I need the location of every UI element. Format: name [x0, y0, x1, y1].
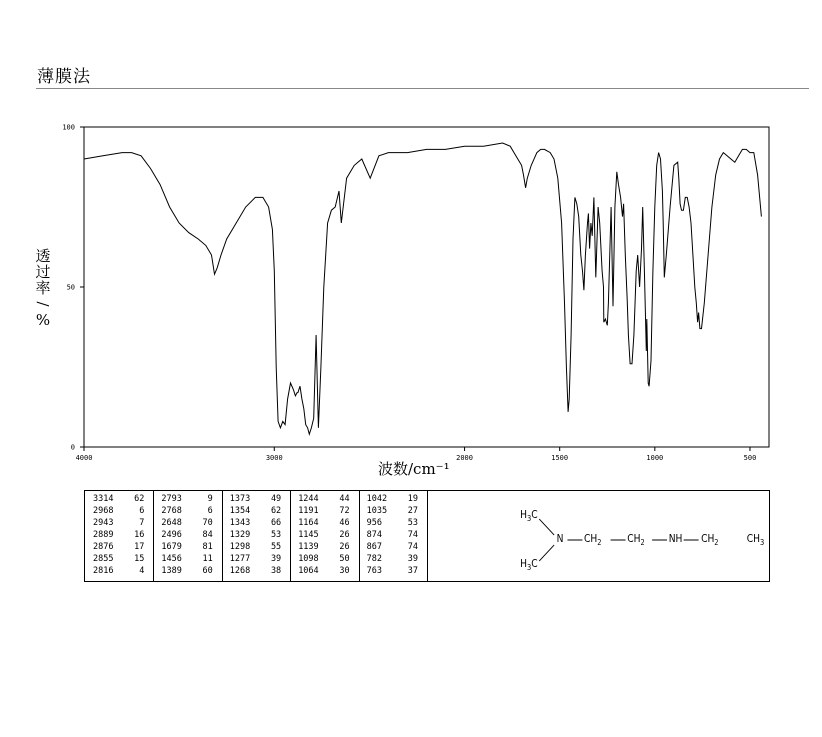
peak-row	[85, 506, 153, 517]
peak-wavenumber: 2876	[93, 542, 114, 552]
peak-wavenumber: 1042	[366, 494, 388, 504]
peak-transmittance: 44	[339, 494, 350, 504]
peak-row	[359, 542, 427, 553]
plot-frame	[84, 127, 769, 447]
peak-wavenumber: 1139	[298, 542, 319, 552]
peak-wavenumber: 3314	[93, 494, 114, 504]
y-tick-label: 0	[70, 443, 75, 452]
peak-row	[222, 494, 290, 505]
peak-row	[153, 494, 221, 505]
y-label-char: 过	[35, 263, 51, 281]
peak-row	[85, 542, 153, 553]
peak-transmittance: 38	[270, 566, 282, 576]
peak-transmittance: 62	[270, 506, 282, 516]
peak-transmittance: 19	[407, 494, 418, 504]
y-axis-label	[33, 248, 53, 328]
peak-row	[85, 494, 153, 505]
peak-transmittance: 17	[134, 542, 145, 552]
y-label-char: 率	[35, 279, 51, 297]
peak-wavenumber: 2943	[93, 518, 114, 528]
peak-wavenumber: 1298	[229, 542, 251, 552]
peak-wavenumber: 763	[366, 566, 382, 576]
peak-table	[84, 490, 770, 582]
peak-row	[290, 530, 358, 541]
peak-row	[153, 566, 221, 577]
peak-wavenumber: 874	[366, 530, 382, 540]
peak-row	[85, 566, 153, 577]
peak-row	[85, 554, 153, 565]
peak-row	[222, 554, 290, 565]
peak-wavenumber: 1191	[298, 506, 319, 516]
methyl-bottom-label: $H_3C$	[520, 557, 538, 573]
peak-transmittance: 9	[207, 494, 213, 504]
peak-wavenumber: 956	[366, 518, 382, 528]
peak-wavenumber: 2793	[161, 494, 182, 504]
peak-row	[153, 542, 221, 553]
peak-column	[222, 491, 291, 581]
peak-wavenumber: 1456	[161, 554, 182, 564]
peak-wavenumber: 2648	[161, 518, 182, 528]
peak-wavenumber: 1268	[229, 566, 251, 576]
y-label-char: 透	[35, 247, 51, 265]
x-tick-label: 500	[743, 454, 757, 462]
structure-bonds	[511, 491, 725, 581]
peak-column	[290, 491, 359, 581]
peak-wavenumber: 1373	[229, 494, 251, 504]
peak-wavenumber: 2968	[93, 506, 114, 516]
x-tick-label: 4000	[75, 454, 93, 462]
peak-row	[153, 506, 221, 517]
peak-wavenumber: 1164	[298, 518, 319, 528]
peak-transmittance: 74	[407, 542, 418, 552]
peak-transmittance: 37	[407, 566, 418, 576]
ch2-label-3: $CH_2$	[701, 532, 719, 548]
y-axis-ticks	[62, 124, 84, 452]
peak-wavenumber: 1244	[298, 494, 319, 504]
peak-row	[290, 554, 358, 565]
peak-column	[153, 491, 222, 581]
y-label-char: %	[35, 311, 51, 329]
peak-transmittance: 27	[407, 506, 418, 516]
peak-wavenumber: 1389	[161, 566, 182, 576]
peak-transmittance: 55	[270, 542, 282, 552]
peak-wavenumber: 2816	[93, 566, 114, 576]
peak-wavenumber: 867	[366, 542, 382, 552]
peak-row	[222, 506, 290, 517]
peak-row	[85, 518, 153, 529]
peak-wavenumber: 1354	[229, 506, 251, 516]
peak-transmittance: 70	[202, 518, 213, 528]
peak-row	[222, 542, 290, 553]
peak-wavenumber: 1679	[161, 542, 182, 552]
peak-row	[359, 554, 427, 565]
peak-transmittance: 81	[202, 542, 213, 552]
y-tick-label: 100	[62, 123, 75, 132]
peak-column	[359, 491, 428, 581]
x-tick-label: 3000	[265, 454, 283, 462]
peak-row	[153, 530, 221, 541]
peak-transmittance: 15	[134, 554, 145, 564]
peak-wavenumber: 2768	[161, 506, 182, 516]
peak-row	[290, 542, 358, 553]
x-tick-label: 1500	[551, 454, 569, 462]
peak-transmittance: 49	[270, 494, 282, 504]
peak-transmittance: 46	[339, 518, 350, 528]
peak-wavenumber: 2855	[93, 554, 114, 564]
peak-row	[153, 518, 221, 529]
x-tick-label: 2000	[456, 454, 473, 462]
peak-wavenumber: 2496	[161, 530, 182, 540]
peak-transmittance: 50	[339, 554, 350, 564]
peak-row	[222, 566, 290, 577]
peak-row	[290, 494, 358, 505]
peak-transmittance: 62	[134, 494, 145, 504]
peak-transmittance: 26	[339, 542, 350, 552]
peak-transmittance: 7	[139, 518, 145, 528]
peak-row	[359, 506, 427, 517]
peak-row	[290, 518, 358, 529]
peak-wavenumber: 1277	[229, 554, 251, 564]
peak-transmittance: 30	[339, 566, 350, 576]
peak-row	[290, 506, 358, 517]
nh-label: NH	[668, 532, 683, 545]
peak-row	[290, 566, 358, 577]
peak-transmittance: 53	[270, 530, 282, 540]
ch2-label-2: $CH_2$	[627, 532, 645, 548]
peak-transmittance: 66	[270, 518, 282, 528]
y-label-char: /	[34, 301, 52, 307]
peak-row	[222, 530, 290, 541]
peak-row	[85, 530, 153, 541]
peak-column	[85, 491, 154, 581]
amine-n-label: N	[556, 532, 564, 545]
peak-row	[153, 554, 221, 565]
y-tick-label: 50	[66, 283, 75, 292]
x-axis-label: 波数/cm⁻¹	[378, 460, 450, 478]
peak-wavenumber: 1098	[298, 554, 319, 564]
peak-wavenumber: 1035	[366, 506, 388, 516]
peak-transmittance: 60	[202, 566, 213, 576]
peak-transmittance: 53	[407, 518, 418, 528]
peak-transmittance: 74	[407, 530, 418, 540]
peak-row	[359, 530, 427, 541]
peak-wavenumber: 1145	[298, 530, 319, 540]
peak-transmittance: 39	[407, 554, 418, 564]
ch2-label-1: $CH_2$	[584, 532, 602, 548]
methyl-top-label: $H_3C$	[520, 508, 538, 524]
peak-transmittance: 11	[202, 554, 213, 564]
peak-wavenumber: 782	[366, 554, 382, 564]
peak-transmittance: 39	[270, 554, 282, 564]
structure-diagram	[511, 491, 765, 581]
peak-row	[222, 518, 290, 529]
page-title: 薄膜法	[37, 67, 91, 87]
peak-wavenumber: 1343	[229, 518, 251, 528]
peak-transmittance: 6	[207, 506, 213, 516]
peak-transmittance: 4	[139, 566, 145, 576]
peak-row	[359, 566, 427, 577]
peak-transmittance: 72	[339, 506, 350, 516]
peak-transmittance: 84	[202, 530, 213, 540]
peak-transmittance: 26	[339, 530, 350, 540]
ch3-label: $CH_3$	[746, 532, 765, 548]
peak-transmittance: 6	[139, 506, 145, 516]
peak-wavenumber: 1329	[229, 530, 251, 540]
x-tick-label: 1000	[646, 454, 664, 462]
peak-wavenumber: 2889	[93, 530, 114, 540]
peak-row	[359, 494, 427, 505]
peak-row	[359, 518, 427, 529]
spectrum-line	[84, 143, 761, 434]
peak-wavenumber: 1064	[298, 566, 319, 576]
peak-transmittance: 16	[134, 530, 145, 540]
